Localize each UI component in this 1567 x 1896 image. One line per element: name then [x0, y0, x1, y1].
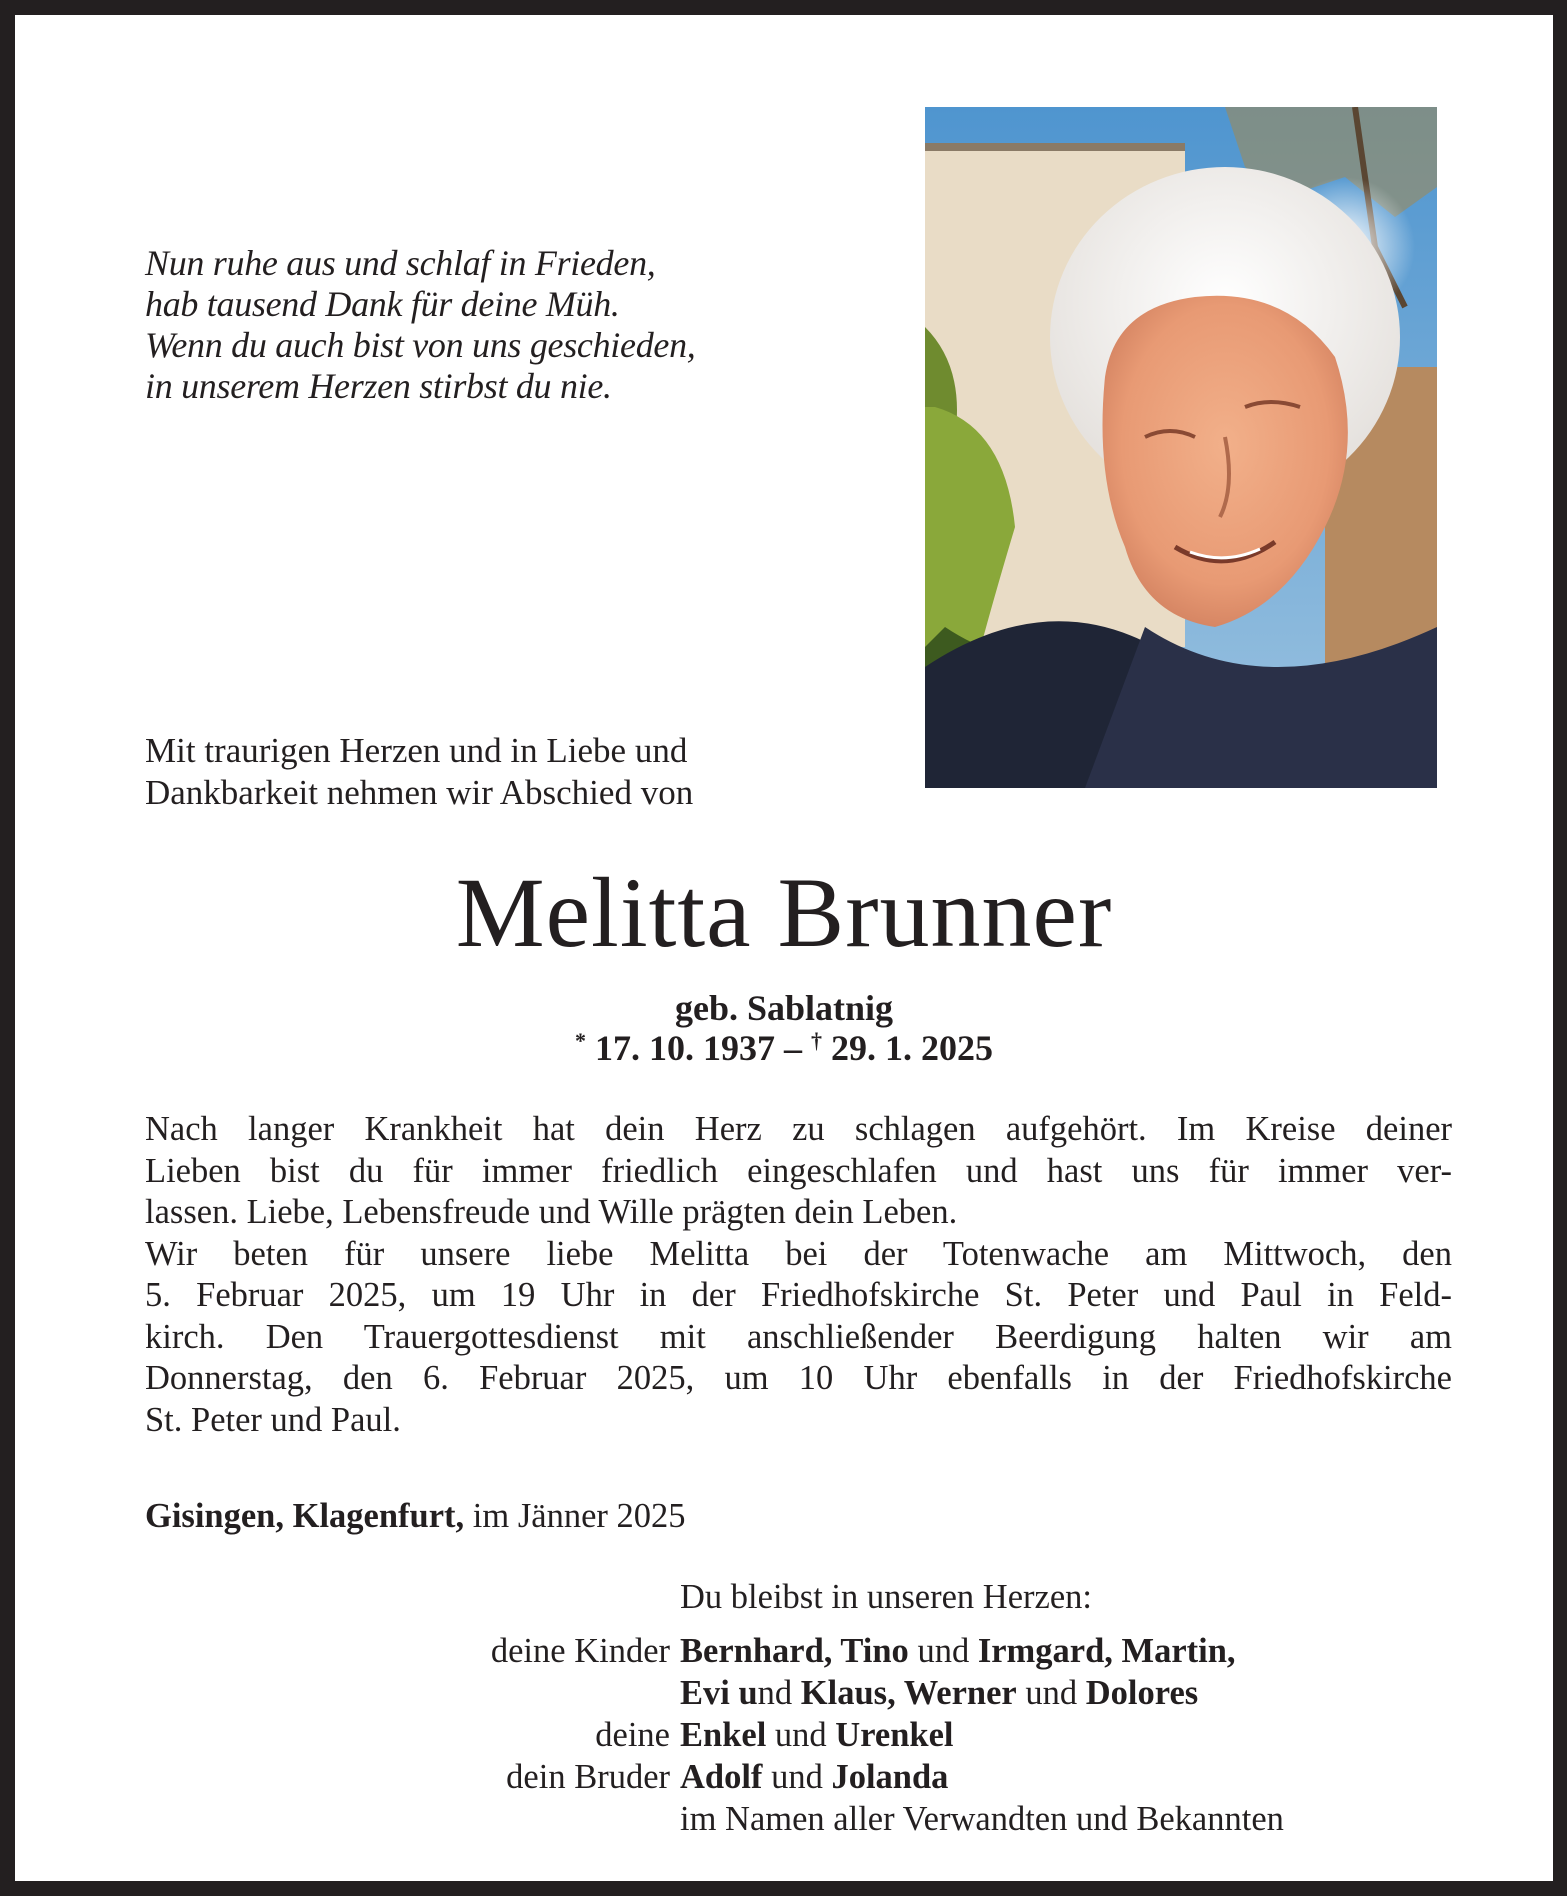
- signoff-heading: Du bleibst in unseren Herzen:: [680, 1578, 1092, 1616]
- intro-line: Mit traurigen Herzen und in Liebe und: [145, 731, 688, 770]
- children-label: deine Kinder: [490, 1632, 670, 1670]
- place-and-date: [145, 1495, 686, 1537]
- great-grandchildren-name: Urenkel: [835, 1716, 954, 1754]
- body-line: lassen. Liebe, Lebensfreude und Wille prägten dein Leben.: [145, 1193, 958, 1231]
- poem: [145, 243, 695, 407]
- grandchildren-row: [15, 1714, 1553, 1756]
- intro-line: Dankbarkeit nehmen wir Abschied von: [145, 773, 694, 812]
- signoff-heading-row: [15, 1576, 1553, 1618]
- death-date: 29. 1. 2025: [831, 1028, 993, 1068]
- obituary-page: [15, 15, 1553, 1881]
- conjunction: und: [762, 1758, 832, 1796]
- portrait-photo: [925, 107, 1437, 788]
- poem-line: hab tausend Dank für deine Müh.: [145, 284, 620, 324]
- poem-line: Wenn du auch bist von uns geschieden,: [145, 325, 696, 365]
- intro-text: [145, 730, 693, 814]
- brother-name: Adolf: [680, 1758, 763, 1796]
- brother-row: [15, 1756, 1553, 1798]
- death-symbol: †: [811, 1028, 822, 1053]
- body-line: St. Peter und Paul.: [145, 1400, 401, 1439]
- birth-symbol: *: [575, 1028, 586, 1053]
- brother-partner-name: Jolanda: [831, 1758, 949, 1796]
- children-row: [15, 1630, 1553, 1672]
- brother-label: dein Bruder: [506, 1758, 670, 1796]
- maiden-name: geb. Sablatnig: [674, 988, 894, 1028]
- body-line: Lieben bist du für immer friedlich eingeschlafen und hast uns für immer ver-: [145, 1151, 1452, 1190]
- signoff: [15, 1576, 1553, 1840]
- life-dates: [15, 1028, 1553, 1068]
- conjunction: und: [766, 1716, 836, 1754]
- conjunction: und: [1016, 1674, 1086, 1712]
- poem-line: in unserem Herzen stirbst du nie.: [145, 366, 612, 406]
- closing-row: [15, 1798, 1553, 1840]
- body-line: Wir beten für unsere liebe Melitta bei der Totenwache am Mittwoch, den: [145, 1234, 1452, 1273]
- child-names: Dolores: [1085, 1674, 1199, 1712]
- grandchildren-label: deine: [595, 1716, 670, 1754]
- children-row: [15, 1672, 1553, 1714]
- date-separator: –: [775, 1028, 811, 1068]
- child-names: Irmgard, Martin,: [977, 1632, 1236, 1670]
- grandchildren-name: Enkel: [680, 1716, 767, 1754]
- body-line: Nach langer Krankheit hat dein Herz zu schlagen aufgehört. Im Kreise deiner: [145, 1110, 1452, 1148]
- child-names: Bernhard, Tino: [680, 1632, 909, 1670]
- child-names: Evi u: [680, 1674, 758, 1712]
- place-date: im Jänner 2025: [464, 1497, 686, 1535]
- conjunction: und: [908, 1632, 978, 1670]
- deceased-name: Melitta Brunner: [455, 857, 1113, 968]
- child-names: Klaus, Werner: [800, 1674, 1017, 1712]
- body-text: [145, 1109, 1452, 1441]
- conjunction: nd: [757, 1674, 801, 1712]
- place-locations: Gisingen, Klagenfurt,: [145, 1497, 465, 1535]
- body-line: Donnerstag, den 6. Februar 2025, um 10 Uhr ebenfalls in der Friedhofskirche: [145, 1359, 1452, 1397]
- poem-line: Nun ruhe aus und schlaf in Frieden,: [145, 243, 656, 283]
- portrait-illustration: [925, 107, 1437, 788]
- birth-date: 17. 10. 1937: [595, 1028, 775, 1068]
- body-line: kirch. Den Trauergottesdienst mit anschließender Beerdigung halten wir am: [145, 1317, 1452, 1356]
- closing-text: im Namen aller Verwandten und Bekannten: [680, 1800, 1284, 1838]
- body-line: 5. Februar 2025, um 19 Uhr in der Friedhofskirche St. Peter und Paul in Feld-: [145, 1276, 1452, 1314]
